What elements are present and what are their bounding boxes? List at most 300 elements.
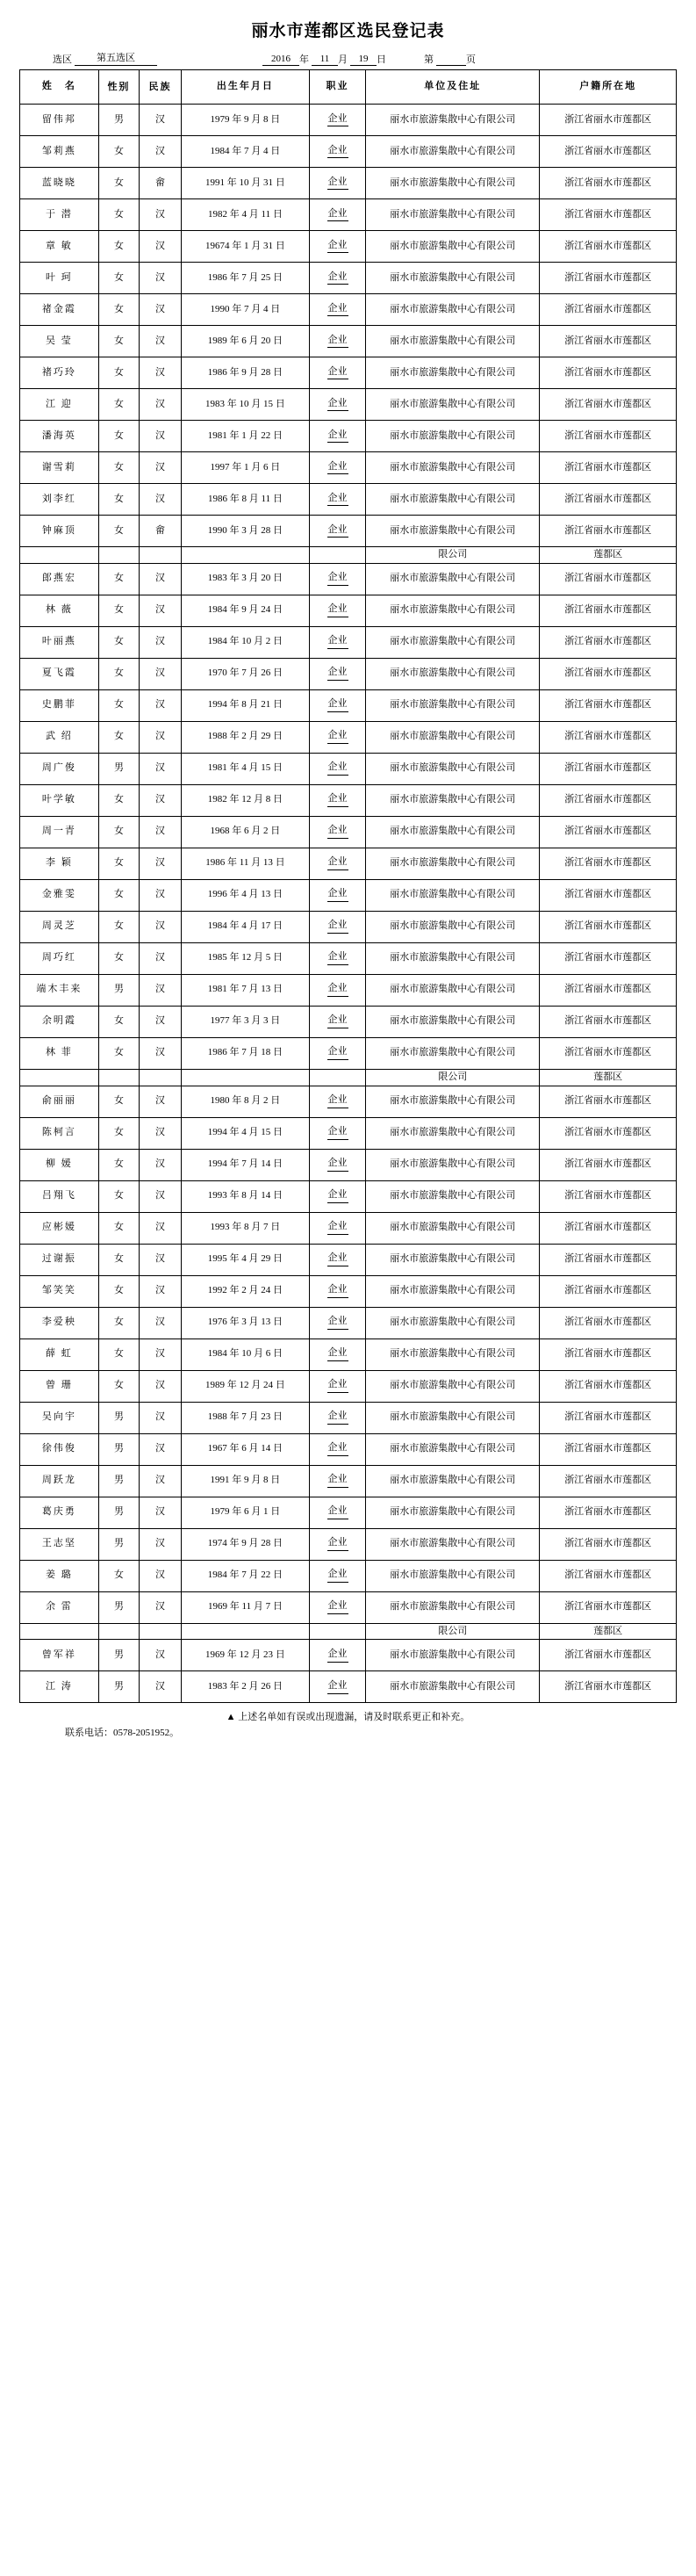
- cell-name: 端木丰来: [20, 974, 99, 1006]
- cell-job: 企业: [309, 389, 365, 421]
- cell-unit: 丽水市旅游集散中心有限公司: [366, 721, 540, 753]
- cell-ethnicity: 汉: [140, 784, 182, 816]
- cell-sex: 女: [98, 168, 139, 199]
- cell-ethnicity: 汉: [140, 911, 182, 942]
- cell-job: 企业: [309, 1370, 365, 1402]
- cell-birthdate: 1993 年 8 月 14 日: [181, 1180, 309, 1212]
- cell-ethnicity: 汉: [140, 1497, 182, 1528]
- cell-sex: 女: [98, 816, 139, 848]
- date-year-value[interactable]: 2016: [262, 54, 299, 66]
- cell-birthdate: 1974 年 9 月 28 日: [181, 1528, 309, 1560]
- cell-ethnicity: 汉: [140, 1370, 182, 1402]
- cell-birthdate: 1992 年 2 月 24 日: [181, 1275, 309, 1307]
- cell-household: 浙江省丽水市莲都区: [540, 784, 677, 816]
- cell-ethnicity: 汉: [140, 1591, 182, 1623]
- cell-household: 浙江省丽水市莲都区: [540, 1149, 677, 1180]
- cell-household: 浙江省丽水市莲都区: [540, 816, 677, 848]
- table-row: [20, 848, 677, 879]
- cell-job: 企业: [309, 721, 365, 753]
- cell-sex: 女: [98, 1006, 139, 1037]
- cell-household: 浙江省丽水市莲都区: [540, 1037, 677, 1069]
- cell-sex: 女: [98, 1339, 139, 1370]
- cell-job: 企业: [309, 421, 365, 452]
- table-row: [20, 263, 677, 294]
- cell-job: 企业: [309, 1560, 365, 1591]
- cell-sex: 男: [98, 1402, 139, 1433]
- cell-sex: 女: [98, 421, 139, 452]
- column-header-job: 职业: [309, 70, 365, 105]
- cell-sex: 女: [98, 689, 139, 721]
- table-row: [20, 326, 677, 357]
- cell-job: 企业: [309, 1591, 365, 1623]
- cell-name: 叶丽燕: [20, 626, 99, 658]
- cell-unit: 丽水市旅游集散中心有限公司: [366, 1037, 540, 1069]
- cell-name: 金雅雯: [20, 879, 99, 911]
- cell-ethnicity: 汉: [140, 484, 182, 516]
- table-row: [20, 721, 677, 753]
- cell-unit: 丽水市旅游集散中心有限公司: [366, 516, 540, 547]
- column-header-birthdate: 出生年月日: [181, 70, 309, 105]
- cell-name: 薛 虹: [20, 1339, 99, 1370]
- cell-ethnicity: 汉: [140, 1117, 182, 1149]
- table-row: [20, 516, 677, 547]
- cell-unit: 丽水市旅游集散中心有限公司: [366, 1560, 540, 1591]
- cell-sex: 女: [98, 563, 139, 595]
- cell-unit: 丽水市旅游集散中心有限公司: [366, 1433, 540, 1465]
- table-row: [20, 1212, 677, 1244]
- cell-household: 浙江省丽水市莲都区: [540, 1180, 677, 1212]
- cell-ethnicity: 汉: [140, 689, 182, 721]
- table-row: [20, 1275, 677, 1307]
- cell-name: 姜 璐: [20, 1560, 99, 1591]
- cell-job: 企业: [309, 942, 365, 974]
- table-row: [20, 1244, 677, 1275]
- cell-unit: 丽水市旅游集散中心有限公司: [366, 784, 540, 816]
- cell-job: 企业: [309, 879, 365, 911]
- cell-job: 企业: [309, 1528, 365, 1560]
- cell-household: 浙江省丽水市莲都区: [540, 1370, 677, 1402]
- cell-household: 浙江省丽水市莲都区: [540, 484, 677, 516]
- cell-household: 浙江省丽水市莲都区: [540, 1086, 677, 1117]
- cell-unit-continued: 限公司: [366, 547, 540, 564]
- cell-birthdate: 1994 年 4 月 15 日: [181, 1117, 309, 1149]
- spacer-cell: [181, 1069, 309, 1086]
- cell-household-continued: 莲都区: [540, 1623, 677, 1640]
- column-header-ethnicity: 民族: [140, 70, 182, 105]
- cell-birthdate: 1995 年 4 月 29 日: [181, 1244, 309, 1275]
- table-row: [20, 231, 677, 263]
- cell-ethnicity: 畲: [140, 168, 182, 199]
- cell-sex: 女: [98, 1244, 139, 1275]
- cell-ethnicity: 汉: [140, 1433, 182, 1465]
- cell-birthdate: 1970 年 7 月 26 日: [181, 658, 309, 689]
- cell-household: 浙江省丽水市莲都区: [540, 389, 677, 421]
- cell-job: 企业: [309, 784, 365, 816]
- cell-household: 浙江省丽水市莲都区: [540, 1212, 677, 1244]
- table-row: [20, 1006, 677, 1037]
- cell-household: 浙江省丽水市莲都区: [540, 263, 677, 294]
- spacer-cell: [140, 1623, 182, 1640]
- cell-job: 企业: [309, 105, 365, 136]
- cell-job: 企业: [309, 848, 365, 879]
- cell-unit: 丽水市旅游集散中心有限公司: [366, 199, 540, 231]
- cell-birthdate: 1990 年 7 月 4 日: [181, 294, 309, 326]
- table-row: [20, 1149, 677, 1180]
- cell-ethnicity: 汉: [140, 1086, 182, 1117]
- cell-birthdate: 1991 年 10 月 31 日: [181, 168, 309, 199]
- cell-birthdate: 1976 年 3 月 13 日: [181, 1307, 309, 1339]
- cell-birthdate: 1984 年 10 月 6 日: [181, 1339, 309, 1370]
- cell-unit: 丽水市旅游集散中心有限公司: [366, 452, 540, 484]
- cell-ethnicity: 汉: [140, 1149, 182, 1180]
- cell-household: 浙江省丽水市莲都区: [540, 974, 677, 1006]
- cell-sex: 女: [98, 1037, 139, 1069]
- cell-sex: 男: [98, 1433, 139, 1465]
- cell-birthdate: 1977 年 3 月 3 日: [181, 1006, 309, 1037]
- cell-ethnicity: 汉: [140, 753, 182, 784]
- cell-sex: 男: [98, 1640, 139, 1671]
- cell-job: 企业: [309, 199, 365, 231]
- cell-job: 企业: [309, 231, 365, 263]
- cell-sex: 女: [98, 1086, 139, 1117]
- cell-job: 企业: [309, 357, 365, 389]
- table-header-row: [20, 70, 677, 105]
- cell-job: 企业: [309, 1275, 365, 1307]
- table-row: [20, 879, 677, 911]
- cell-name: 周巧红: [20, 942, 99, 974]
- cell-sex: 女: [98, 1149, 139, 1180]
- cell-unit: 丽水市旅游集散中心有限公司: [366, 1339, 540, 1370]
- cell-job: 企业: [309, 816, 365, 848]
- cell-household: 浙江省丽水市莲都区: [540, 136, 677, 168]
- cell-household-continued: 莲都区: [540, 1069, 677, 1086]
- cell-sex: 女: [98, 199, 139, 231]
- page-unit: 页: [466, 54, 476, 65]
- district-label: 选区: [53, 54, 72, 65]
- cell-job: 企业: [309, 1671, 365, 1703]
- cell-birthdate: 1979 年 9 月 8 日: [181, 105, 309, 136]
- spacer-cell: [20, 1623, 99, 1640]
- cell-household: 浙江省丽水市莲都区: [540, 1433, 677, 1465]
- spacer-cell: [20, 1069, 99, 1086]
- cell-job: 企业: [309, 974, 365, 1006]
- column-header-name: 姓 名: [20, 70, 99, 105]
- spacer-cell: [98, 547, 139, 564]
- voter-table: [19, 69, 677, 1703]
- cell-unit: 丽水市旅游集散中心有限公司: [366, 1212, 540, 1244]
- cell-name: 蓝晓晓: [20, 168, 99, 199]
- cell-unit: 丽水市旅游集散中心有限公司: [366, 421, 540, 452]
- table-spacer-row: [20, 1623, 677, 1640]
- table-row: [20, 1465, 677, 1497]
- cell-job: 企业: [309, 484, 365, 516]
- cell-sex: 女: [98, 911, 139, 942]
- table-row: [20, 105, 677, 136]
- table-row: [20, 168, 677, 199]
- cell-name: 林 菲: [20, 1037, 99, 1069]
- cell-birthdate: 1968 年 6 月 2 日: [181, 816, 309, 848]
- cell-birthdate: 1986 年 7 月 18 日: [181, 1037, 309, 1069]
- cell-sex: 男: [98, 1497, 139, 1528]
- spacer-cell: [98, 1069, 139, 1086]
- cell-name: 谢雪莉: [20, 452, 99, 484]
- cell-name: 曾军祥: [20, 1640, 99, 1671]
- cell-unit: 丽水市旅游集散中心有限公司: [366, 879, 540, 911]
- cell-birthdate: 1980 年 8 月 2 日: [181, 1086, 309, 1117]
- cell-job: 企业: [309, 658, 365, 689]
- cell-unit: 丽水市旅游集散中心有限公司: [366, 626, 540, 658]
- cell-household: 浙江省丽水市莲都区: [540, 168, 677, 199]
- cell-birthdate: 1967 年 6 月 14 日: [181, 1433, 309, 1465]
- cell-household: 浙江省丽水市莲都区: [540, 721, 677, 753]
- cell-sex: 男: [98, 1671, 139, 1703]
- cell-unit: 丽水市旅游集散中心有限公司: [366, 1402, 540, 1433]
- cell-sex: 女: [98, 942, 139, 974]
- cell-household: 浙江省丽水市莲都区: [540, 1465, 677, 1497]
- cell-birthdate: 1986 年 7 月 25 日: [181, 263, 309, 294]
- cell-birthdate: 1993 年 8 月 7 日: [181, 1212, 309, 1244]
- cell-ethnicity: 汉: [140, 421, 182, 452]
- cell-job: 企业: [309, 1497, 365, 1528]
- cell-name: 夏飞霞: [20, 658, 99, 689]
- cell-name: 余明霞: [20, 1006, 99, 1037]
- cell-household: 浙江省丽水市莲都区: [540, 848, 677, 879]
- cell-sex: 女: [98, 595, 139, 626]
- cell-name: 武 绍: [20, 721, 99, 753]
- table-row: [20, 1086, 677, 1117]
- table-spacer-row: [20, 547, 677, 564]
- table-row: [20, 1560, 677, 1591]
- cell-sex: 女: [98, 1560, 139, 1591]
- table-row: [20, 452, 677, 484]
- cell-household: 浙江省丽水市莲都区: [540, 516, 677, 547]
- cell-name: 郎燕宏: [20, 563, 99, 595]
- table-row: [20, 626, 677, 658]
- cell-name: 李 颖: [20, 848, 99, 879]
- cell-sex: 女: [98, 357, 139, 389]
- cell-household: 浙江省丽水市莲都区: [540, 1640, 677, 1671]
- cell-unit: 丽水市旅游集散中心有限公司: [366, 974, 540, 1006]
- table-row: [20, 1433, 677, 1465]
- cell-unit: 丽水市旅游集散中心有限公司: [366, 848, 540, 879]
- cell-name: 柳 媛: [20, 1149, 99, 1180]
- cell-sex: 女: [98, 516, 139, 547]
- cell-ethnicity: 汉: [140, 626, 182, 658]
- cell-unit: 丽水市旅游集散中心有限公司: [366, 1370, 540, 1402]
- cell-unit: 丽水市旅游集散中心有限公司: [366, 563, 540, 595]
- cell-birthdate: 1996 年 4 月 13 日: [181, 879, 309, 911]
- cell-ethnicity: 汉: [140, 879, 182, 911]
- district-field: [53, 50, 157, 66]
- cell-name: 叶学敏: [20, 784, 99, 816]
- cell-household: 浙江省丽水市莲都区: [540, 1497, 677, 1528]
- cell-name: 陈柯言: [20, 1117, 99, 1149]
- cell-unit: 丽水市旅游集散中心有限公司: [366, 753, 540, 784]
- cell-birthdate: 1989 年 6 月 20 日: [181, 326, 309, 357]
- cell-birthdate: 1983 年 3 月 20 日: [181, 563, 309, 595]
- spacer-cell: [181, 547, 309, 564]
- cell-job: 企业: [309, 911, 365, 942]
- table-row: [20, 595, 677, 626]
- column-header-household: 户籍所在地: [540, 70, 677, 105]
- table-row: [20, 389, 677, 421]
- cell-ethnicity: 汉: [140, 357, 182, 389]
- spacer-cell: [309, 1069, 365, 1086]
- cell-ethnicity: 汉: [140, 848, 182, 879]
- cell-unit: 丽水市旅游集散中心有限公司: [366, 911, 540, 942]
- cell-unit: 丽水市旅游集散中心有限公司: [366, 1497, 540, 1528]
- cell-ethnicity: 汉: [140, 294, 182, 326]
- cell-birthdate: 1981 年 7 月 13 日: [181, 974, 309, 1006]
- cell-sex: 男: [98, 1591, 139, 1623]
- table-row: [20, 1307, 677, 1339]
- cell-sex: 女: [98, 784, 139, 816]
- cell-job: 企业: [309, 1307, 365, 1339]
- cell-name: 周广俊: [20, 753, 99, 784]
- cell-ethnicity: 汉: [140, 1037, 182, 1069]
- cell-unit: 丽水市旅游集散中心有限公司: [366, 689, 540, 721]
- table-row: [20, 357, 677, 389]
- table-body: [20, 105, 677, 1703]
- cell-unit: 丽水市旅游集散中心有限公司: [366, 1117, 540, 1149]
- cell-ethnicity: 汉: [140, 199, 182, 231]
- cell-name: 葛庆勇: [20, 1497, 99, 1528]
- spacer-cell: [140, 547, 182, 564]
- cell-unit: 丽水市旅游集散中心有限公司: [366, 105, 540, 136]
- cell-household: 浙江省丽水市莲都区: [540, 1339, 677, 1370]
- cell-birthdate: 1990 年 3 月 28 日: [181, 516, 309, 547]
- cell-job: 企业: [309, 1465, 365, 1497]
- column-header-sex: 性别: [98, 70, 139, 105]
- cell-ethnicity: 汉: [140, 974, 182, 1006]
- form-meta-row: [19, 50, 677, 69]
- cell-household: 浙江省丽水市莲都区: [540, 1307, 677, 1339]
- table-row: [20, 816, 677, 848]
- cell-unit: 丽水市旅游集散中心有限公司: [366, 1275, 540, 1307]
- cell-unit-continued: 限公司: [366, 1623, 540, 1640]
- cell-household: 浙江省丽水市莲都区: [540, 231, 677, 263]
- cell-sex: 女: [98, 658, 139, 689]
- cell-job: 企业: [309, 1402, 365, 1433]
- table-row: [20, 199, 677, 231]
- cell-name: 李爱秧: [20, 1307, 99, 1339]
- table-row: [20, 1370, 677, 1402]
- cell-sex: 女: [98, 1117, 139, 1149]
- cell-name: 周灵芝: [20, 911, 99, 942]
- date-year-unit: 年: [299, 54, 309, 65]
- cell-unit: 丽水市旅游集散中心有限公司: [366, 595, 540, 626]
- page-value[interactable]: [436, 64, 466, 66]
- district-value[interactable]: 第五选区: [75, 50, 157, 66]
- cell-birthdate: 1991 年 9 月 8 日: [181, 1465, 309, 1497]
- cell-unit: 丽水市旅游集散中心有限公司: [366, 1528, 540, 1560]
- table-row: [20, 294, 677, 326]
- table-row: [20, 1180, 677, 1212]
- cell-household: 浙江省丽水市莲都区: [540, 1402, 677, 1433]
- cell-sex: 女: [98, 326, 139, 357]
- cell-unit: 丽水市旅游集散中心有限公司: [366, 942, 540, 974]
- spacer-cell: [98, 1623, 139, 1640]
- cell-name: 邹笑笑: [20, 1275, 99, 1307]
- cell-name: 吴向宇: [20, 1402, 99, 1433]
- cell-job: 企业: [309, 595, 365, 626]
- cell-unit: 丽水市旅游集散中心有限公司: [366, 231, 540, 263]
- cell-household: 浙江省丽水市莲都区: [540, 326, 677, 357]
- cell-job: 企业: [309, 626, 365, 658]
- cell-unit: 丽水市旅游集散中心有限公司: [366, 1640, 540, 1671]
- table-row: [20, 911, 677, 942]
- cell-job: 企业: [309, 1180, 365, 1212]
- cell-unit: 丽水市旅游集散中心有限公司: [366, 1180, 540, 1212]
- cell-job: 企业: [309, 326, 365, 357]
- cell-sex: 女: [98, 1307, 139, 1339]
- cell-name: 江 迎: [20, 389, 99, 421]
- contact-phone: 联系电话：0578-2051952。: [65, 1727, 180, 1738]
- cell-job: 企业: [309, 1640, 365, 1671]
- cell-household: 浙江省丽水市莲都区: [540, 1528, 677, 1560]
- cell-household: 浙江省丽水市莲都区: [540, 1244, 677, 1275]
- table-row: [20, 1117, 677, 1149]
- cell-name: 刘李红: [20, 484, 99, 516]
- table-row: [20, 974, 677, 1006]
- cell-job: 企业: [309, 1433, 365, 1465]
- cell-job: 企业: [309, 1339, 365, 1370]
- cell-job: 企业: [309, 263, 365, 294]
- cell-job: 企业: [309, 452, 365, 484]
- cell-ethnicity: 汉: [140, 1528, 182, 1560]
- table-row: [20, 1037, 677, 1069]
- date-month-value[interactable]: 11: [312, 54, 338, 66]
- cell-ethnicity: 汉: [140, 1212, 182, 1244]
- cell-ethnicity: 汉: [140, 721, 182, 753]
- cell-household: 浙江省丽水市莲都区: [540, 199, 677, 231]
- cell-unit: 丽水市旅游集散中心有限公司: [366, 484, 540, 516]
- cell-ethnicity: 汉: [140, 1307, 182, 1339]
- cell-sex: 女: [98, 1212, 139, 1244]
- cell-job: 企业: [309, 1037, 365, 1069]
- cell-name: 钟麻顶: [20, 516, 99, 547]
- table-row: [20, 1402, 677, 1433]
- cell-unit: 丽水市旅游集散中心有限公司: [366, 168, 540, 199]
- cell-unit: 丽水市旅游集散中心有限公司: [366, 326, 540, 357]
- table-row: [20, 1528, 677, 1560]
- table-row: [20, 689, 677, 721]
- cell-sex: 女: [98, 848, 139, 879]
- cell-name: 徐伟俊: [20, 1433, 99, 1465]
- cell-birthdate: 1994 年 8 月 21 日: [181, 689, 309, 721]
- date-day-value[interactable]: 19: [350, 54, 377, 66]
- cell-name: 曾 珊: [20, 1370, 99, 1402]
- cell-birthdate: 1982 年 12 月 8 日: [181, 784, 309, 816]
- cell-ethnicity: 汉: [140, 1275, 182, 1307]
- cell-sex: 男: [98, 105, 139, 136]
- cell-job: 企业: [309, 1117, 365, 1149]
- cell-unit: 丽水市旅游集散中心有限公司: [366, 816, 540, 848]
- cell-ethnicity: 汉: [140, 1244, 182, 1275]
- cell-ethnicity: 汉: [140, 231, 182, 263]
- cell-unit: 丽水市旅游集散中心有限公司: [366, 294, 540, 326]
- cell-ethnicity: 汉: [140, 1006, 182, 1037]
- cell-name: 吴 莹: [20, 326, 99, 357]
- cell-household: 浙江省丽水市莲都区: [540, 1671, 677, 1703]
- cell-name: 周跃龙: [20, 1465, 99, 1497]
- cell-sex: 女: [98, 626, 139, 658]
- cell-unit: 丽水市旅游集散中心有限公司: [366, 1086, 540, 1117]
- cell-job: 企业: [309, 1086, 365, 1117]
- spacer-cell: [309, 547, 365, 564]
- cell-birthdate: 1986 年 8 月 11 日: [181, 484, 309, 516]
- cell-ethnicity: 汉: [140, 1671, 182, 1703]
